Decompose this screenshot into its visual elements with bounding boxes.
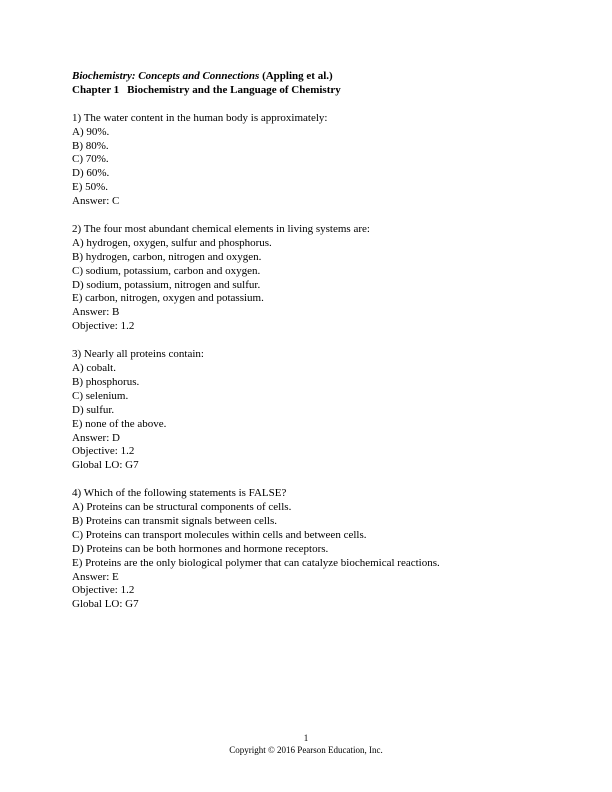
answer-option: E) carbon, nitrogen, oxygen and potassium. bbox=[72, 292, 264, 305]
question-meta: Answer: B bbox=[72, 306, 120, 319]
answer-option: D) sulfur. bbox=[72, 403, 115, 416]
question-1 bbox=[72, 112, 542, 209]
question-meta: Answer: D bbox=[72, 431, 120, 444]
question-stem: 3) Nearly all proteins contain: bbox=[72, 348, 204, 361]
chapter-label: Chapter 1 bbox=[72, 83, 120, 96]
question-2 bbox=[72, 223, 542, 334]
answer-option: D) sodium, potassium, nitrogen and sulfur. bbox=[72, 278, 261, 291]
answer-option: A) hydrogen, oxygen, sulfur and phosphorus. bbox=[72, 236, 272, 249]
question-meta: Answer: C bbox=[72, 195, 120, 208]
question-spacer bbox=[72, 209, 542, 223]
book-authors: (Appling et al.) bbox=[259, 70, 333, 82]
document-title bbox=[72, 70, 542, 84]
answer-option: B) hydrogen, carbon, nitrogen and oxygen. bbox=[72, 250, 262, 263]
answer-option: D) 60%. bbox=[72, 167, 110, 180]
question-3 bbox=[72, 348, 542, 473]
chapter-heading bbox=[72, 84, 542, 98]
answer-option: A) 90%. bbox=[72, 125, 110, 138]
question-4 bbox=[72, 487, 542, 612]
answer-option: D) Proteins can be both hormones and hormone receptors. bbox=[72, 542, 329, 555]
question-meta: Global LO: G7 bbox=[72, 459, 139, 472]
answer-option: C) Proteins can transport molecules within cells and between cells. bbox=[72, 528, 367, 541]
document-body bbox=[72, 70, 542, 612]
answer-option: C) sodium, potassium, carbon and oxygen. bbox=[72, 264, 261, 277]
answer-option: C) 70%. bbox=[72, 153, 109, 166]
question-spacer bbox=[72, 334, 542, 348]
question-stem: 2) The four most abundant chemical elements in living systems are: bbox=[72, 222, 370, 235]
question-spacer bbox=[72, 473, 542, 487]
page-number: 1 bbox=[303, 733, 309, 743]
answer-option: E) none of the above. bbox=[72, 417, 167, 430]
answer-option: E) Proteins are the only biological polymer that can catalyze biochemical reactions. bbox=[72, 556, 440, 569]
answer-option: B) Proteins can transmit signals between cells. bbox=[72, 514, 277, 527]
question-meta: Objective: 1.2 bbox=[72, 445, 135, 458]
answer-option: E) 50%. bbox=[72, 181, 109, 194]
book-title: Biochemistry: Concepts and Connections bbox=[72, 70, 260, 82]
question-stem: 4) Which of the following statements is FALSE? bbox=[72, 487, 287, 500]
copyright-notice: Copyright © 2016 Pearson Education, Inc. bbox=[229, 745, 383, 755]
answer-option: A) Proteins can be structural components of cells. bbox=[72, 501, 292, 514]
question-meta: Objective: 1.2 bbox=[72, 320, 135, 333]
chapter-title: Biochemistry and the Language of Chemistry bbox=[127, 83, 341, 96]
question-meta: Answer: E bbox=[72, 570, 119, 583]
answer-option: B) phosphorus. bbox=[72, 375, 140, 388]
answer-option: B) 80%. bbox=[72, 139, 109, 152]
question-list bbox=[72, 98, 542, 612]
answer-option: A) cobalt. bbox=[72, 361, 116, 374]
question-meta: Objective: 1.2 bbox=[72, 584, 135, 597]
answer-option: C) selenium. bbox=[72, 389, 129, 402]
question-stem: 1) The water content in the human body is approximately: bbox=[72, 111, 328, 124]
question-meta: Global LO: G7 bbox=[72, 598, 139, 611]
question-spacer bbox=[72, 98, 542, 112]
